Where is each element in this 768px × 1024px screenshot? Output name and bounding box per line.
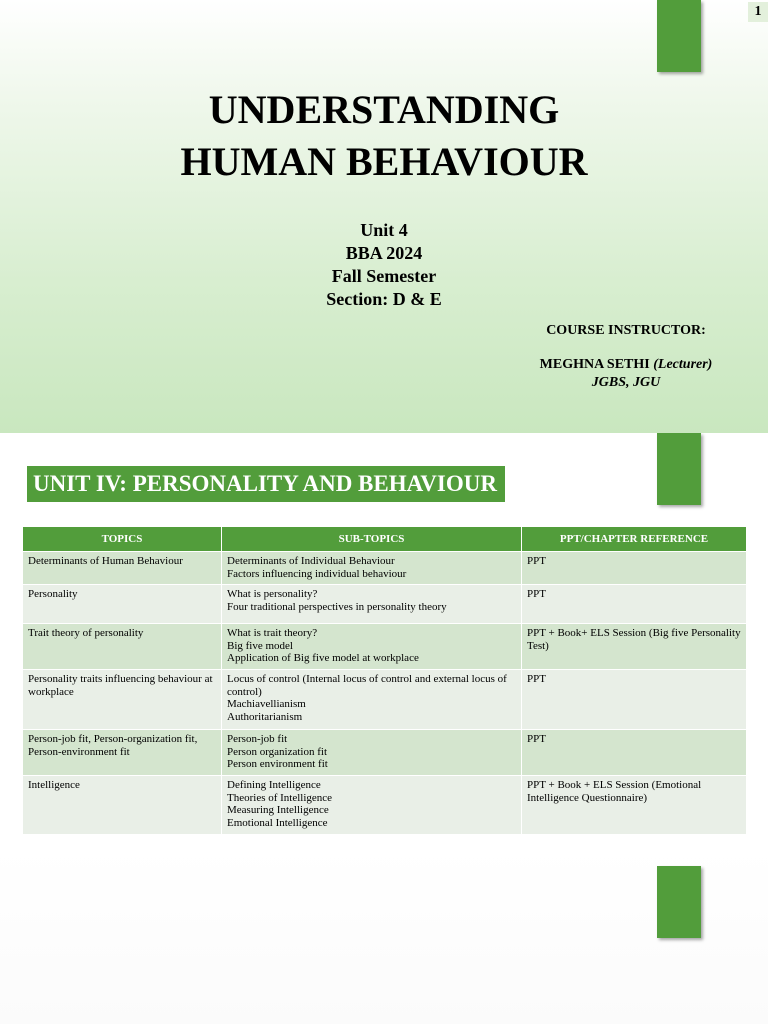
- subtopic-item: Machiavellianism: [227, 698, 306, 710]
- table-row: [23, 585, 747, 624]
- topic-cell: Personality traits influencing behaviour at workplace: [23, 670, 222, 730]
- subtopic-item: Defining Intelligence: [227, 779, 321, 791]
- subtopics-cell: [222, 776, 522, 835]
- reference-cell: PPT + Book+ ELS Session (Big five Personality Test): [522, 624, 747, 670]
- course-details: [234, 219, 534, 311]
- instructor-role: (Lecturer): [653, 357, 713, 372]
- subtopic-item: Application of Big five model at workplace: [227, 652, 419, 664]
- instructor-block: [496, 322, 756, 392]
- subtopics-cell: [222, 585, 522, 624]
- title-line-1: UNDERSTANDING: [208, 87, 560, 132]
- subtopic-item: Person-job fit: [227, 733, 288, 745]
- reference-cell: PPT: [522, 552, 747, 585]
- subtopic-item: Locus of control (Internal locus of control and external locus of control): [227, 673, 507, 698]
- reference-cell: PPT: [522, 730, 747, 776]
- program-label: BBA 2024: [345, 243, 423, 263]
- unit-heading: UNIT IV: PERSONALITY AND BEHAVIOUR: [27, 466, 505, 502]
- subtopics-cell: [222, 670, 522, 730]
- page-title: [84, 84, 684, 188]
- table-row: [23, 670, 747, 730]
- subtopic-item: Measuring Intelligence: [227, 804, 329, 816]
- table-row: [23, 552, 747, 585]
- table-row: [23, 776, 747, 835]
- column-header-subtopics: SUB-TOPICS: [222, 527, 522, 552]
- title-line-2: HUMAN BEHAVIOUR: [180, 139, 588, 184]
- subtopic-item: What is personality?: [227, 588, 318, 600]
- table-header-row: [23, 527, 747, 552]
- column-header-reference: PPT/CHAPTER REFERENCE: [522, 527, 747, 552]
- subtopic-item: Authoritarianism: [227, 710, 303, 723]
- subtopics-cell: [222, 730, 522, 776]
- subtopic-item: Big five model: [227, 639, 293, 652]
- subtopic-item: What is trait theory?: [227, 627, 318, 639]
- decorative-green-tab: [657, 0, 701, 72]
- section-label: Section: D & E: [326, 289, 442, 309]
- instructor-label: COURSE INSTRUCTOR:: [546, 323, 706, 338]
- decorative-green-tab-bottom: [657, 866, 701, 938]
- topic-cell: Personality: [23, 585, 222, 624]
- topic-cell: Intelligence: [23, 776, 222, 835]
- subtopic-item: Person environment fit: [227, 758, 328, 770]
- reference-cell: PPT + Book + ELS Session (Emotional Intelligence Questionnaire): [522, 776, 747, 835]
- topic-cell: Trait theory of personality: [23, 624, 222, 670]
- topic-cell: Person-job fit, Person-organization fit, Person-environment fit: [23, 730, 222, 776]
- decorative-green-tab-top: [657, 433, 701, 505]
- instructor-name: MEGHNA SETHI: [539, 357, 650, 372]
- topics-table: [22, 526, 747, 835]
- topic-cell: Determinants of Human Behaviour: [23, 552, 222, 585]
- subtopic-item: Four traditional perspectives in personality theory: [227, 600, 447, 613]
- topics-slide: [0, 433, 768, 1024]
- title-slide: [0, 0, 768, 433]
- table-row: [23, 624, 747, 670]
- unit-label: Unit 4: [360, 220, 408, 240]
- subtopics-cell: [222, 552, 522, 585]
- institution: JGBS, JGU: [591, 375, 661, 390]
- subtopic-item: Person organization fit: [227, 745, 327, 758]
- column-header-topics: TOPICS: [23, 527, 222, 552]
- subtopics-cell: [222, 624, 522, 670]
- instructor-name-line: [496, 356, 756, 374]
- subtopic-item: Determinants of Individual Behaviour: [227, 555, 395, 567]
- semester-label: Fall Semester: [331, 266, 437, 286]
- reference-cell: PPT: [522, 585, 747, 624]
- table-row: [23, 730, 747, 776]
- page-number: 1: [748, 2, 768, 22]
- reference-cell: PPT: [522, 670, 747, 730]
- subtopic-item: Theories of Intelligence: [227, 791, 333, 804]
- subtopic-item: Emotional Intelligence: [227, 816, 328, 829]
- subtopic-item: Factors influencing individual behaviour: [227, 567, 407, 580]
